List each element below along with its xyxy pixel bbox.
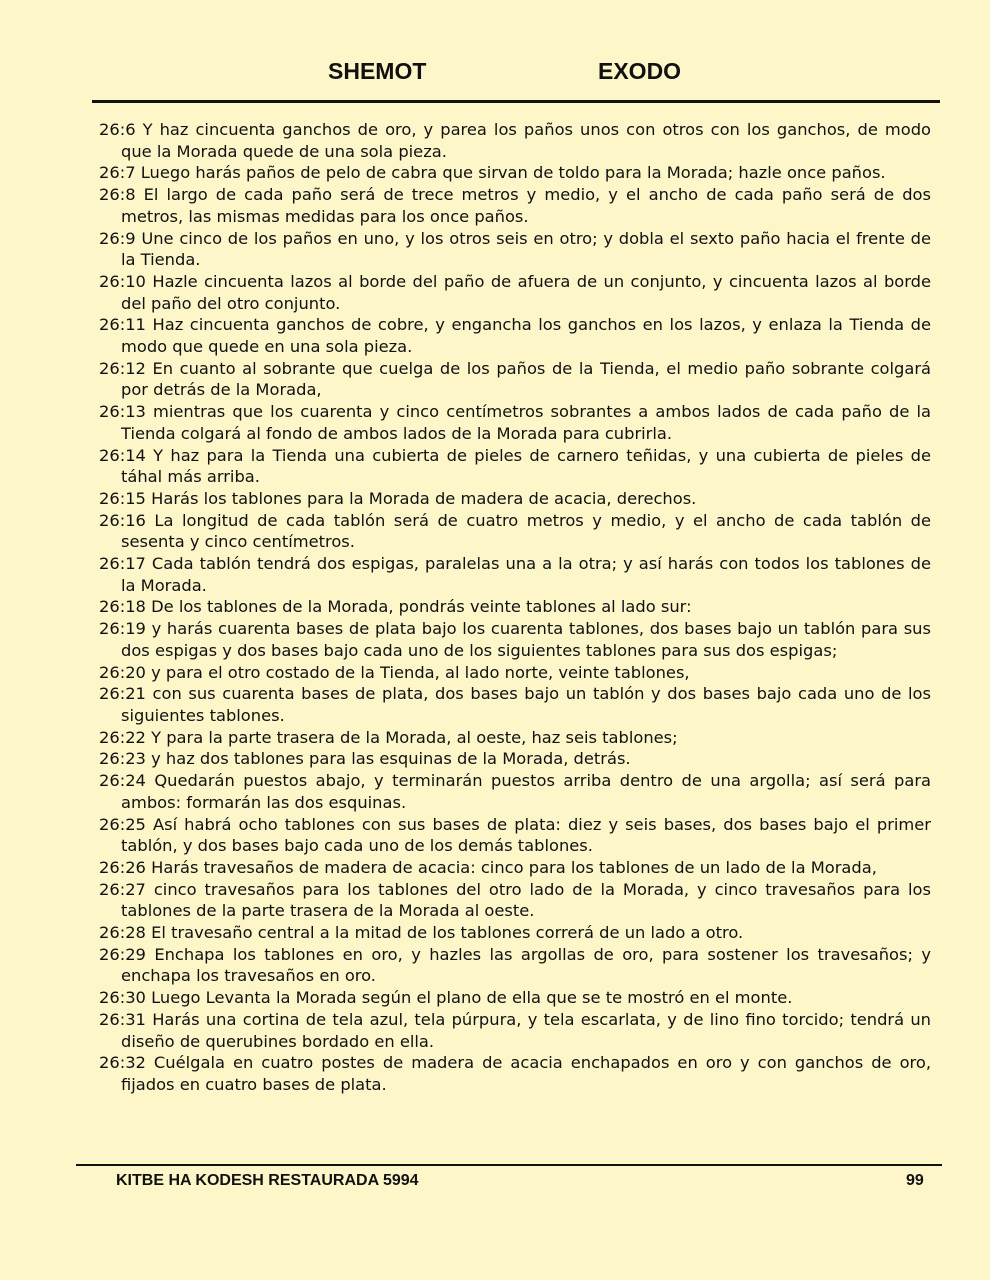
verse-26-23: 26:23 y haz dos tablones para las esquinas de la Morada, detrás.	[99, 749, 631, 769]
verse-26-22: 26:22 Y para la parte trasera de la Morada, al oeste, haz seis tablones;	[99, 727, 678, 747]
verse-26-32: 26:32 Cuélgala en cuatro postes de madera de acacia enchapados en oro y con ganchos de oro, fijados en cuatro bases de plata.	[99, 1053, 931, 1094]
verse-26-9: 26:9 Une cinco de los paños en uno, y los otros seis en otro; y dobla el sexto paño hacia el frente de la Tienda.	[99, 228, 931, 270]
verse-26-30: 26:30 Luego Levanta la Morada según el plano de ella que se te mostró en el monte.	[99, 988, 793, 1008]
verse-26-21: 26:21 con sus cuarenta bases de plata, dos bases bajo un tablón y dos bases bajo cada uno de los siguientes tablones.	[99, 684, 931, 725]
verse-26-11: 26:11 Haz cincuenta ganchos de cobre, y engancha los ganchos en los lazos, y enlaza la Tienda de modo que quede en una sola pieza.	[99, 315, 931, 357]
page-header	[0, 58, 990, 92]
verse-26-7: 26:7 Luego harás paños de pelo de cabra que sirvan de toldo para la Morada; hazle once paños.	[99, 163, 886, 183]
verse-26-14: 26:14 Y haz para la Tienda una cubierta de pieles de carnero teñidas, y una cubierta de pieles de táhal más arriba.	[99, 445, 931, 487]
header-rule	[92, 100, 940, 103]
verse-26-16: 26:16 La longitud de cada tablón será de cuatro metros y medio, y el ancho de cada tablón de sesenta y cinco centímetros.	[99, 510, 931, 552]
verse-26-13: 26:13 mientras que los cuarenta y cinco centímetros sobrantes a ambos lados de cada paño de la Tienda colgará al fondo de ambos lados de la Morada para cubrirla.	[99, 402, 931, 443]
verse-26-20: 26:20 y para el otro costado de la Tienda, al lado norte, veinte tablones,	[99, 662, 690, 682]
verse-26-31: 26:31 Harás una cortina de tela azul, tela púrpura, y tela escarlata, y de lino fino torcido; tendrá un diseño de querubines bordado en ella.	[99, 1009, 931, 1051]
verse-26-10: 26:10 Hazle cincuenta lazos al borde del paño de afuera de un conjunto, y cincuenta lazos al borde del paño del otro conjunto.	[99, 271, 931, 313]
verse-26-15: 26:15 Harás los tablones para la Morada de madera de acacia, derechos.	[99, 488, 697, 508]
verse-26-12: 26:12 En cuanto al sobrante que cuelga de los paños de la Tienda, el medio paño sobrante colgará por detrás de la Morada,	[99, 358, 931, 400]
verse-26-6: 26:6 Y haz cincuenta ganchos de oro, y parea los paños unos con otros con los ganchos, de modo que la Morada quede de una sola pieza.	[99, 120, 931, 161]
verse-26-17: 26:17 Cada tablón tendrá dos espigas, paralelas una a la otra; y así harás con todos los tablones de la Morada.	[99, 554, 931, 595]
verse-26-24: 26:24 Quedarán puestos abajo, y terminarán puestos arriba dentro de una argolla; así será para ambos: formarán las dos esquinas.	[99, 771, 931, 812]
verse-list	[99, 119, 931, 1096]
verse-26-25: 26:25 Así habrá ocho tablones con sus bases de plata: diez y seis bases, dos bases bajo el primer tablón, y dos bases bajo cada uno de los demás tablones.	[99, 814, 931, 856]
page-number: 99	[906, 1172, 924, 1189]
verse-26-26: 26:26 Harás travesaños de madera de acacia: cinco para los tablones de un lado de la Morada,	[99, 857, 877, 877]
verse-26-29: 26:29 Enchapa los tablones en oro, y hazles las argollas de oro, para sostener los travesaños; y enchapa los travesaños en oro.	[99, 944, 931, 986]
verse-26-27: 26:27 cinco travesaños para los tablones del otro lado de la Morada, y cinco travesaños para los tablones de la parte trasera de la Morada al oeste.	[99, 879, 931, 921]
verse-26-18: 26:18 De los tablones de la Morada, pondrás veinte tablones al lado sur:	[99, 597, 692, 617]
verse-26-28: 26:28 El travesaño central a la mitad de los tablones correrá de un lado a otro.	[99, 923, 744, 943]
footer-rule	[76, 1164, 942, 1166]
header-book-hebrew: SHEMOT	[328, 58, 427, 84]
footer-book-title: KITBE HA KODESH RESTAURADA 5994	[116, 1172, 419, 1189]
header-book-spanish: EXODO	[598, 58, 682, 84]
verse-26-19: 26:19 y harás cuarenta bases de plata bajo los cuarenta tablones, dos bases bajo un tablón para sus dos espigas y dos bases bajo cada uno de los siguientes tablones para sus dos espigas;	[99, 619, 931, 660]
verse-26-8: 26:8 El largo de cada paño será de trece metros y medio, y el ancho de cada paño será de dos metros, las mismas medidas para los once paños.	[99, 185, 931, 226]
